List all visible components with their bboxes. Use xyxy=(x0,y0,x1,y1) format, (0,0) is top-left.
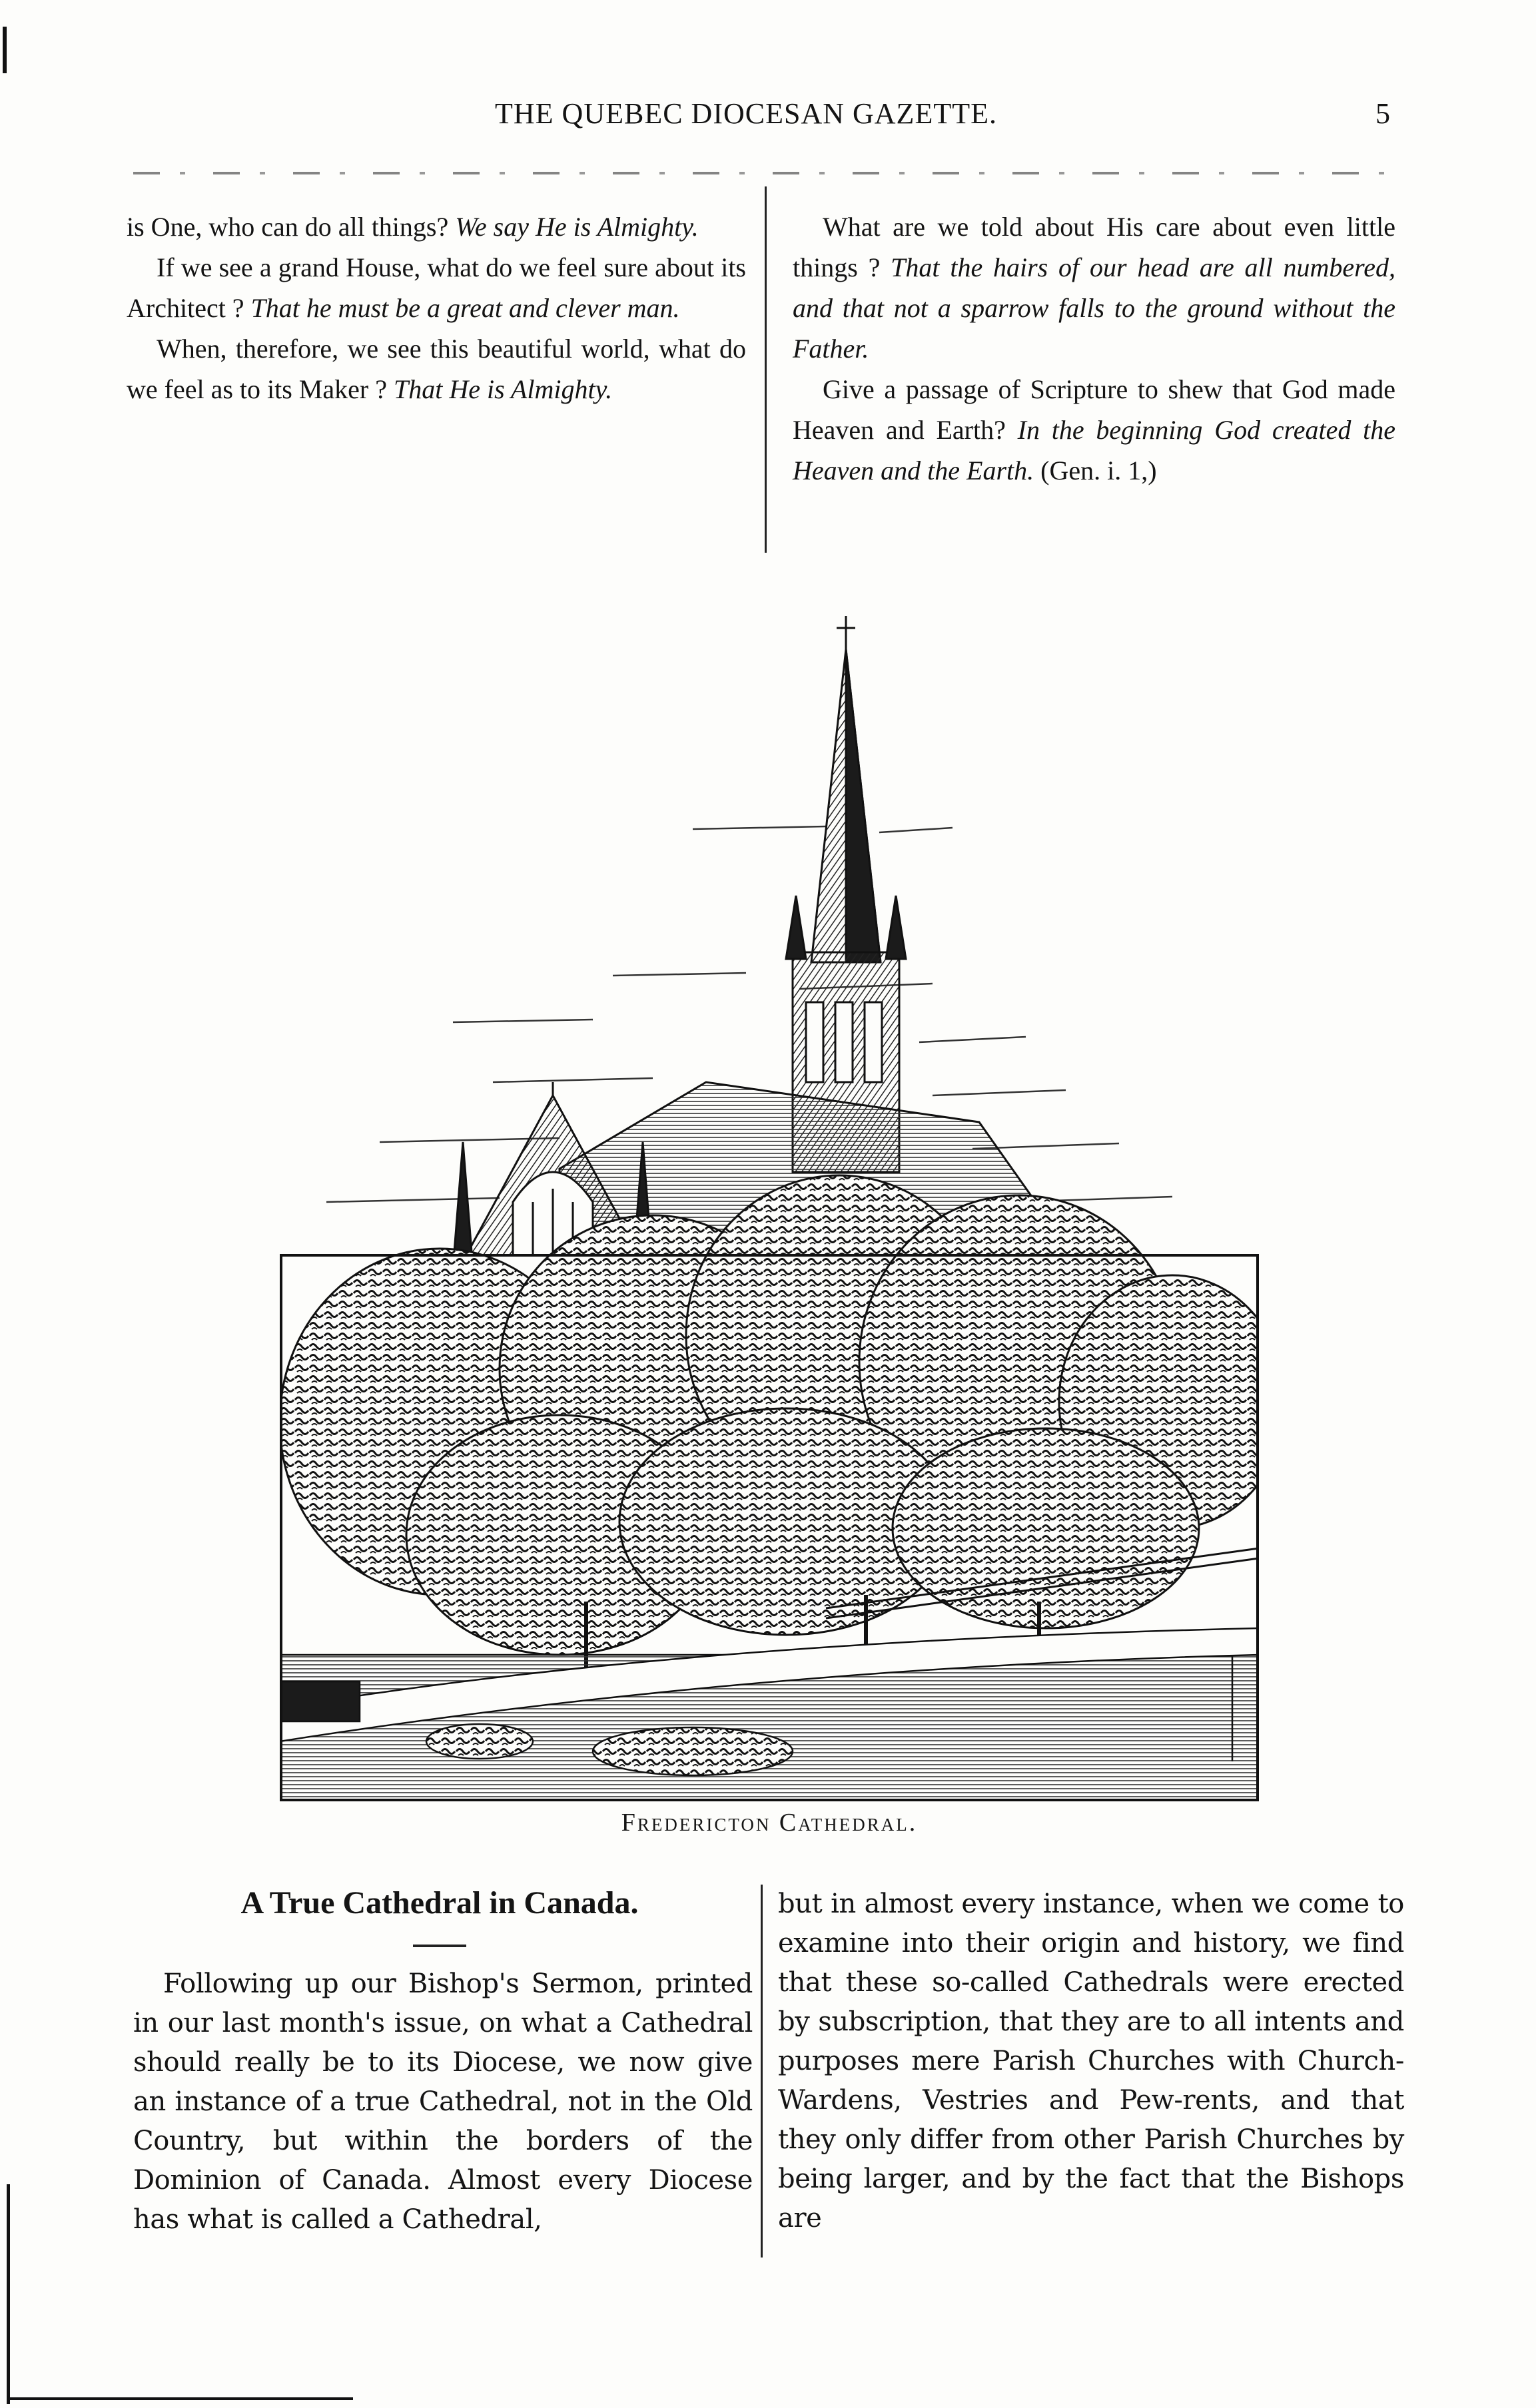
article-paragraph: but in almost every instance, when we come to examine into their origin and history, we find that these so-called Cathedrals were erected by subscription, that they are to all intents and purposes mere Parish Churches with Church-Wardens, Vestries and Pew-rents, and that they only differ from other Parish Churches by being larger, and by the fact that the Bishops are xyxy=(778,1889,1404,2234)
article-right-column xyxy=(778,1885,1404,2238)
scan-artifact xyxy=(7,2397,353,2400)
answer-text: In the beginning God created the Heaven and the Earth. xyxy=(793,415,1395,485)
scan-artifact xyxy=(7,2184,10,2404)
catechism-paragraph xyxy=(793,369,1395,491)
answer-text: That he must be a great and clever man. xyxy=(250,293,680,323)
cathedral-engraving xyxy=(280,616,1259,1801)
question-text: If we see a grand House, what do we feel sure about its Architect ? xyxy=(127,252,746,323)
grounds xyxy=(280,1628,1259,1801)
tree-foliage xyxy=(280,1175,1259,1655)
spire xyxy=(811,616,881,962)
catechism-right-column xyxy=(793,206,1395,491)
answer-text: That the hairs of our head are all numbered, and that not a sparrow falls to the ground without the Father. xyxy=(793,252,1396,364)
catechism-paragraph xyxy=(127,328,746,410)
article-title: A True Cathedral in Canada. xyxy=(240,1885,639,1921)
scripture-reference: (Gen. i. 1,) xyxy=(1040,455,1157,485)
answer-text: That He is Almighty. xyxy=(393,374,613,404)
illustration-caption: Fredericton Cathedral. xyxy=(621,1809,918,1837)
answer-text: We say He is Almighty. xyxy=(455,212,699,242)
title-separator xyxy=(413,1945,466,1947)
article-paragraph: Following up our Bishop's Sermon, printed in our last month's issue, on what a Cathedral should really be to its Diocese, we now give an instance of a true Cathedral, not in the Old Country, but within the borders of the Dominion of Canada. Almost every Diocese has what is called a Cathedral, xyxy=(133,1968,753,2235)
catechism-paragraph xyxy=(127,206,746,247)
article-left-column xyxy=(133,1964,753,2240)
article-column-divider xyxy=(761,1885,763,2258)
question-text: Give a passage of Scripture to shew that God made Heaven and Earth? xyxy=(793,374,1395,445)
scan-artifact xyxy=(3,27,7,73)
running-header-title: THE QUEBEC DIOCESAN GAZETTE. xyxy=(495,97,997,130)
header-rule xyxy=(133,172,1395,174)
question-text: What are we told about His care about even little things ? xyxy=(793,212,1395,282)
page-number: 5 xyxy=(1375,97,1390,130)
catechism-paragraph xyxy=(127,247,746,328)
question-text: When, therefore, we see this beautiful world, what do we feel as to its Maker ? xyxy=(127,334,746,404)
column-divider xyxy=(765,186,767,553)
catechism-left-column xyxy=(127,206,746,410)
catechism-paragraph xyxy=(793,206,1395,369)
question-text: is One, who can do all things? xyxy=(127,212,449,242)
